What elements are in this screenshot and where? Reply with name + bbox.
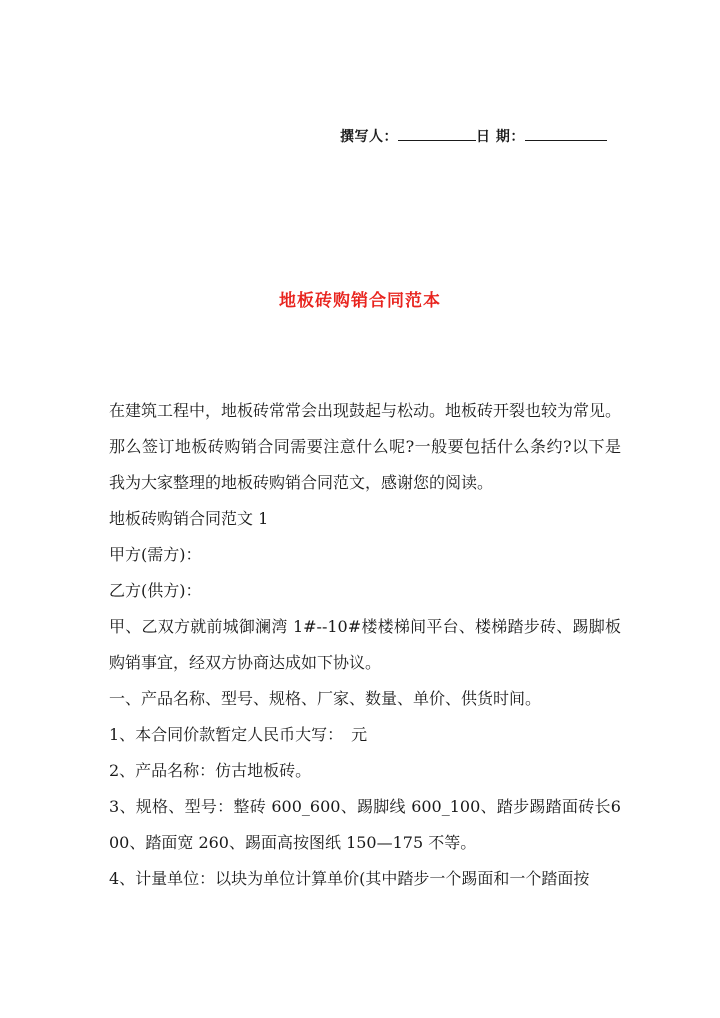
date-blank-field[interactable] — [525, 128, 607, 141]
party-b-line: 乙方(供方)： — [109, 581, 202, 600]
author-date-line — [340, 126, 607, 146]
clause-item-3: 3、规格、型号：整砖 600_600、踢脚线 600_100、踏步踢踏面砖长600、踏面宽 260、踢面高按图纸 150—175 不等。 — [109, 797, 621, 852]
writer-label: 撰写人： — [340, 129, 398, 145]
document-body — [109, 393, 621, 897]
clause-heading-1: 一、产品名称、型号、规格、厂家、数量、单价、供货时间。 — [109, 689, 542, 708]
intro-paragraph: 在建筑工程中，地板砖常常会出现鼓起与松动。地板砖开裂也较为常见。那么签订地板砖购销合同需要注意什么呢?一般要包括什么条约?以下是我为大家整理的地板砖购销合同范文，感谢您的阅读。 — [109, 401, 622, 492]
sample-heading: 地板砖购销合同范文 1 — [109, 509, 269, 528]
agreement-paragraph: 甲、乙双方就前城御澜湾 1#--10#楼楼梯间平台、楼梯踏步砖、踢脚板购销事宜，经双方协商达成如下协议。 — [109, 617, 621, 672]
writer-blank-field[interactable] — [398, 128, 476, 141]
date-label: 日 期： — [476, 129, 525, 145]
document-title: 地板砖购销合同范本 — [279, 291, 441, 311]
clause-item-2: 2、产品名称：仿古地板砖。 — [109, 761, 312, 780]
clause-item-4: 4、计量单位：以块为单位计算单价(其中踏步一个踢面和一个踏面按 — [109, 869, 590, 888]
party-a-line: 甲方(需方)： — [109, 545, 202, 564]
clause-item-1: 1、本合同价款暂定人民币大写： 元 — [109, 725, 368, 744]
